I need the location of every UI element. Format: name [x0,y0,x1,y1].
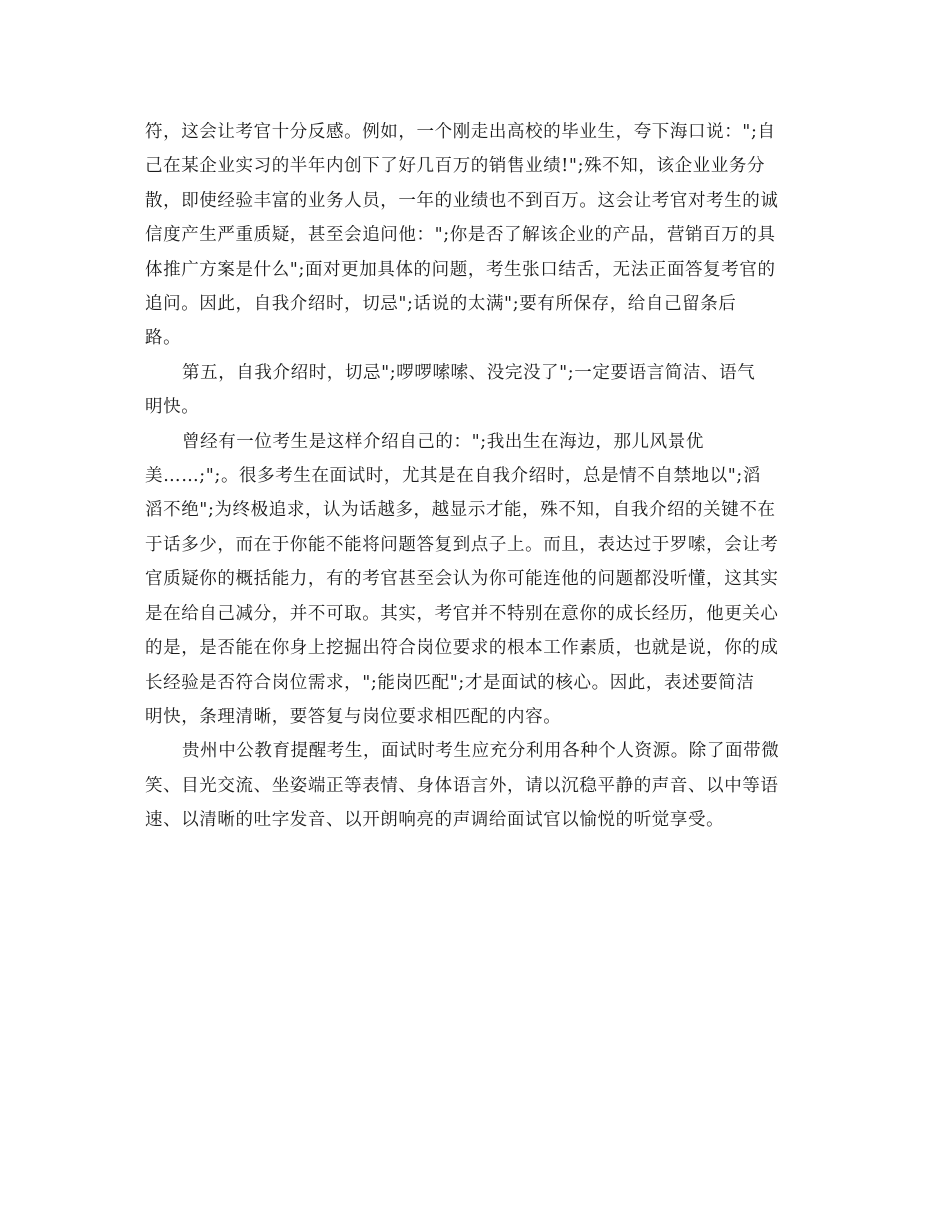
text-line: 己在某企业实习的半年内创下了好几百万的销售业绩!";殊不知，该企业业务分 [145,156,766,177]
paragraph-closing-reminder [145,734,810,837]
text-line: 速、以清晰的吐字发音、以开朗响亮的声调给面试官以愉悦的听觉享受。 [145,810,725,831]
text-line: 曾经有一位考生是这样介绍自己的：";我出生在海边，那儿风景优 [182,431,704,452]
text-line: 是在给自己减分，并不可取。其实，考官并不特别在意你的成长经历，他更关心 [145,603,779,624]
text-line: 笑、目光交流、坐姿端正等表情、身体语言外，请以沉稳平静的声音、以中等语 [145,775,779,796]
text-line: 路。 [145,328,182,349]
text-line: 于话多少，而在于你能不能将问题答复到点子上。而且，表达过于罗嗦，会让考 [145,534,779,555]
document-body [145,115,810,838]
text-line: 体推广方案是什么";面对更加具体的问题，考生张口结舌，无法正面答复考官的 [145,259,776,280]
text-line: 滔不绝";为终极追求，认为话越多，越显示才能，殊不知，自我介绍的关键不在 [145,500,776,521]
text-line: 散，即使经验丰富的业务人员，一年的业绩也不到百万。这会让考官对考生的诚 [145,190,779,211]
text-line: 官质疑你的概括能力，有的考官甚至会认为你可能连他的问题都没听懂，这其实 [145,569,779,590]
text-line: 符，这会让考官十分反感。例如，一个刚走出高校的毕业生，夸下海口说：";自 [145,122,776,142]
text-line: 长经验是否符合岗位需求，";能岗匹配";才是面试的核心。因此，表述要简洁 [145,672,755,693]
text-line: 贵州中公教育提醒考生，面试时考生应充分利用各种个人资源。除了面带微 [182,741,780,762]
text-line: 美……;";。很多考生在面试时，尤其是在自我介绍时，总是情不自禁地以";滔 [145,466,761,487]
text-line: 信度产生严重质疑，甚至会追问他：";你是否了解该企业的产品，营销百万的具 [145,225,776,246]
text-line: 明快。 [145,397,200,418]
text-line: 的是，是否能在你身上挖掘出符合岗位要求的根本工作素质，也就是说，你的成 [145,638,779,659]
paragraph-example-candidate [145,425,810,735]
paragraph-point-five [145,356,810,425]
paragraph-oversell-warning [145,115,810,356]
text-line: 第五，自我介绍时，切忌";啰啰嗦嗦、没完没了";一定要语言简洁、语气 [182,362,756,383]
text-line: 明快，条理清晰，要答复与岗位要求相匹配的内容。 [145,706,562,727]
text-line: 追问。因此，自我介绍时，切忌";话说的太满";要有所保存，给自己留条后 [145,294,737,315]
